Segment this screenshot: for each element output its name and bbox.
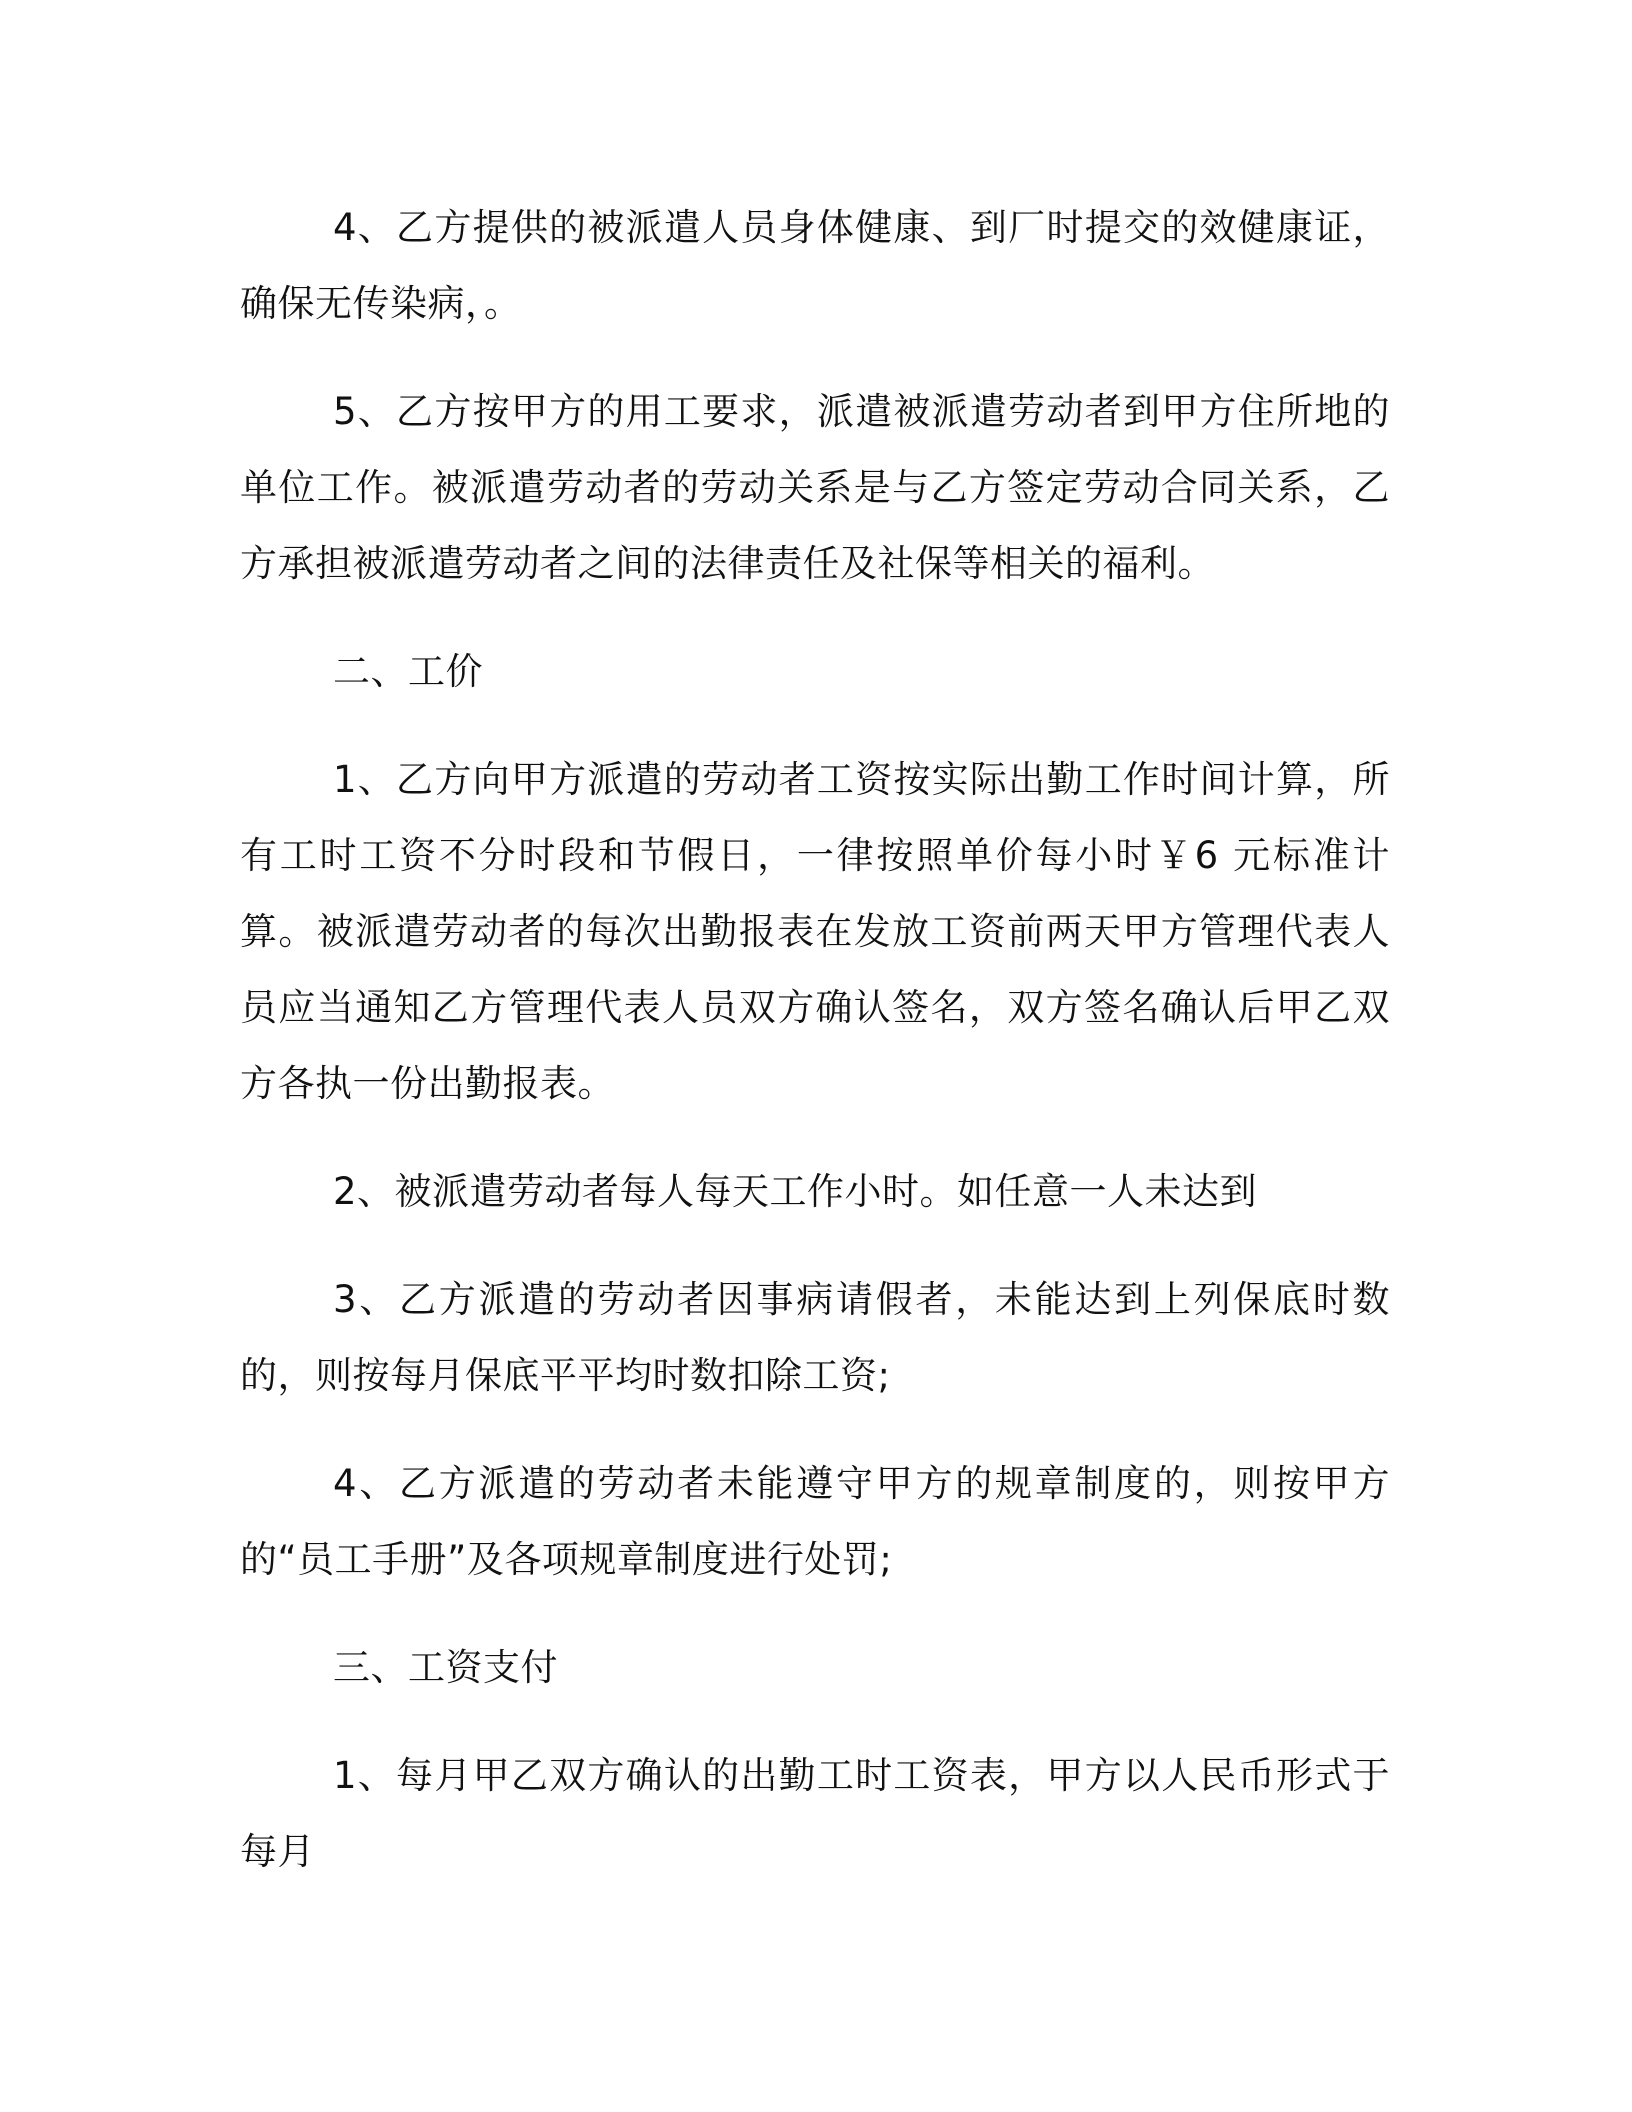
section-3-heading: 三、工资支付 xyxy=(333,1646,558,1689)
clause-2-3: 3、乙方派遣的劳动者因事病请假者，未能达到上列保底时数的，则按每月保底平平均时数扣除工资; xyxy=(240,1278,1390,1397)
clause-2-4: 4、乙方派遣的劳动者未能遵守甲方的规章制度的，则按甲方的“员工手册”及各项规章制度进行处罚; xyxy=(240,1462,1390,1581)
section-2-heading: 二、工价 xyxy=(333,650,483,693)
clause-2-2: 2、被派遣劳动者每人每天工作小时。如任意一人未达到 xyxy=(333,1170,1258,1213)
clause-1-5: 5、乙方按甲方的用工要求，派遣被派遣劳动者到甲方住所地的单位工作。被派遣劳动者的劳动关系是与乙方签定劳动合同关系，乙方承担被派遣劳动者之间的法律责任及社保等相关的福利。 xyxy=(240,390,1390,585)
document-body xyxy=(240,190,1390,1922)
clause-1-4: 4、乙方提供的被派遣人员身体健康、到厂时提交的效健康证，确保无传染病，。 xyxy=(240,206,1390,325)
clause-3-1: 1、每月甲乙双方确认的出勤工时工资表，甲方以人民币形式于每月 xyxy=(240,1754,1390,1873)
clause-2-1: 1、乙方向甲方派遣的劳动者工资按实际出勤工作时间计算，所有工时工资不分时段和节假日，一律按照单价每小时￥6 元标准计算。被派遣劳动者的每次出勤报表在发放工资前两天甲方管理代表人员应当通知乙方管理代表人员双方确认签名，双方签名确认后甲乙双方各执一份出勤报表。 xyxy=(240,758,1390,1105)
